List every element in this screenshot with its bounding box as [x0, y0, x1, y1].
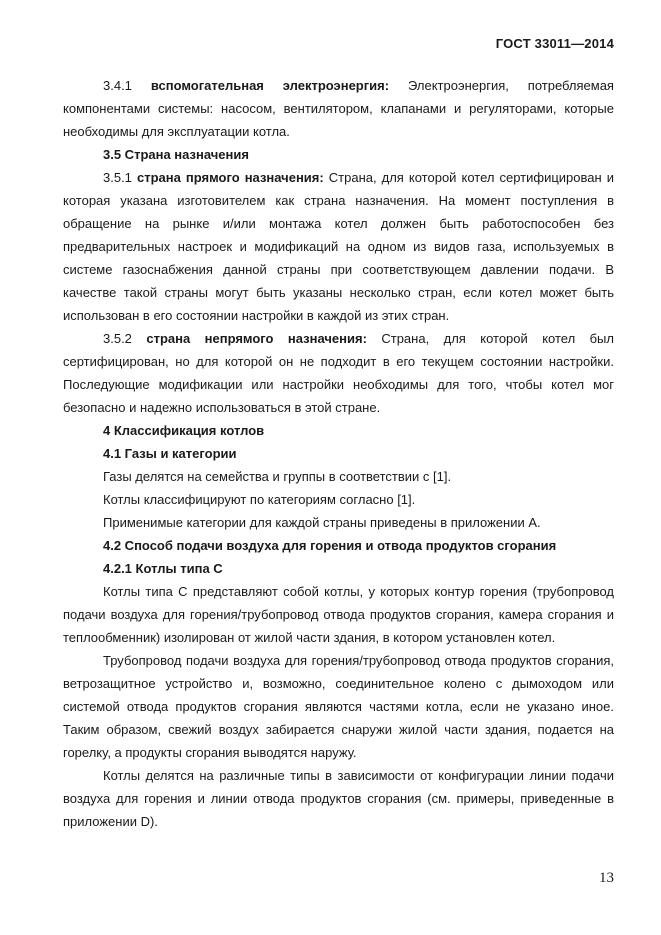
definition-text: Страна, для которой котел сертифицирован и которая указана изготовителем как страна назначения. На момент поступления в обращение на рынке и/или монтажа котел должен быть работоспособен без предварительных настроек и модификаций на одном из видов газа, используемых в системе газоснабжения данной страны при соответствующем давлении подачи. В качестве такой страны могут быть указаны несколько стран, если котел может быть использован в его состоянии настройки в каждой из этих стран.	[63, 170, 614, 323]
section-heading-4-2-1: 4.2.1 Котлы типа С	[103, 561, 223, 576]
clause-number: 3.5.2	[103, 331, 132, 346]
body-paragraph: Применимые категории для каждой страны приведены в приложении А.	[103, 515, 541, 530]
section-heading-4-1: 4.1 Газы и категории	[103, 446, 237, 461]
term: страна непрямого назначения:	[146, 331, 367, 346]
body-paragraph: Котлы классифицируют по категориям согласно [1].	[103, 492, 416, 507]
body-paragraph: Трубопровод подачи воздуха для горения/трубопровод отвода продуктов сгорания, ветрозащитное устройство и, возможно, соединительное колено с дымоходом или системой отвода продуктов сгорания являются частями котла, если не указано иное. Таким образом, свежий воздух забирается снаружи жилой части здания, подается на горелку, а продукты сгорания выводятся наружу.	[63, 653, 614, 760]
body-paragraph: Котлы типа С представляют собой котлы, у которых контур горения (трубопровод подачи воздуха для горения/трубопровод отвода продуктов сгорания, камера сгорания и теплообменник) изолирован от жилой части здания, в котором установлен котел.	[63, 584, 614, 645]
document-header: ГОСТ 33011—2014	[495, 36, 614, 51]
section-heading-4-2: 4.2 Способ подачи воздуха для горения и отвода продуктов сгорания	[103, 538, 557, 553]
document-body	[63, 74, 614, 833]
body-paragraph: Котлы делятся на различные типы в зависимости от конфигурации линии подачи воздуха для горения и линии отвода продуктов сгорания (см. примеры, приведенные в приложении D).	[63, 768, 614, 829]
definition-3-5-2	[63, 327, 614, 419]
definition-text: Страна, для которой котел был сертифицирован, но для которой он не подходит в его текущем состоянии настройки. Последующие модификации или настройки необходимы для того, чтобы котел мог безопасно и надежно использоваться в этой стране.	[63, 331, 614, 415]
term: вспомогательная электроэнергия:	[150, 78, 390, 93]
body-paragraph: Газы делятся на семейства и группы в соответствии с [1].	[103, 469, 452, 484]
clause-number: 3.5.1	[103, 170, 132, 185]
page-number: 13	[599, 870, 614, 886]
section-heading-4: 4 Классификация котлов	[103, 423, 265, 438]
section-heading-3-5: 3.5 Страна назначения	[103, 147, 249, 162]
definition-3-5-1	[63, 166, 614, 327]
clause-number: 3.4.1	[103, 78, 132, 93]
definition-3-4-1	[63, 74, 614, 143]
definition-text: Электроэнергия, потребляемая компонентами системы: насосом, вентилятором, клапанами и регуляторами, которые необходимы для эксплуатации котла.	[63, 78, 614, 139]
term: страна прямого назначения:	[136, 170, 324, 185]
